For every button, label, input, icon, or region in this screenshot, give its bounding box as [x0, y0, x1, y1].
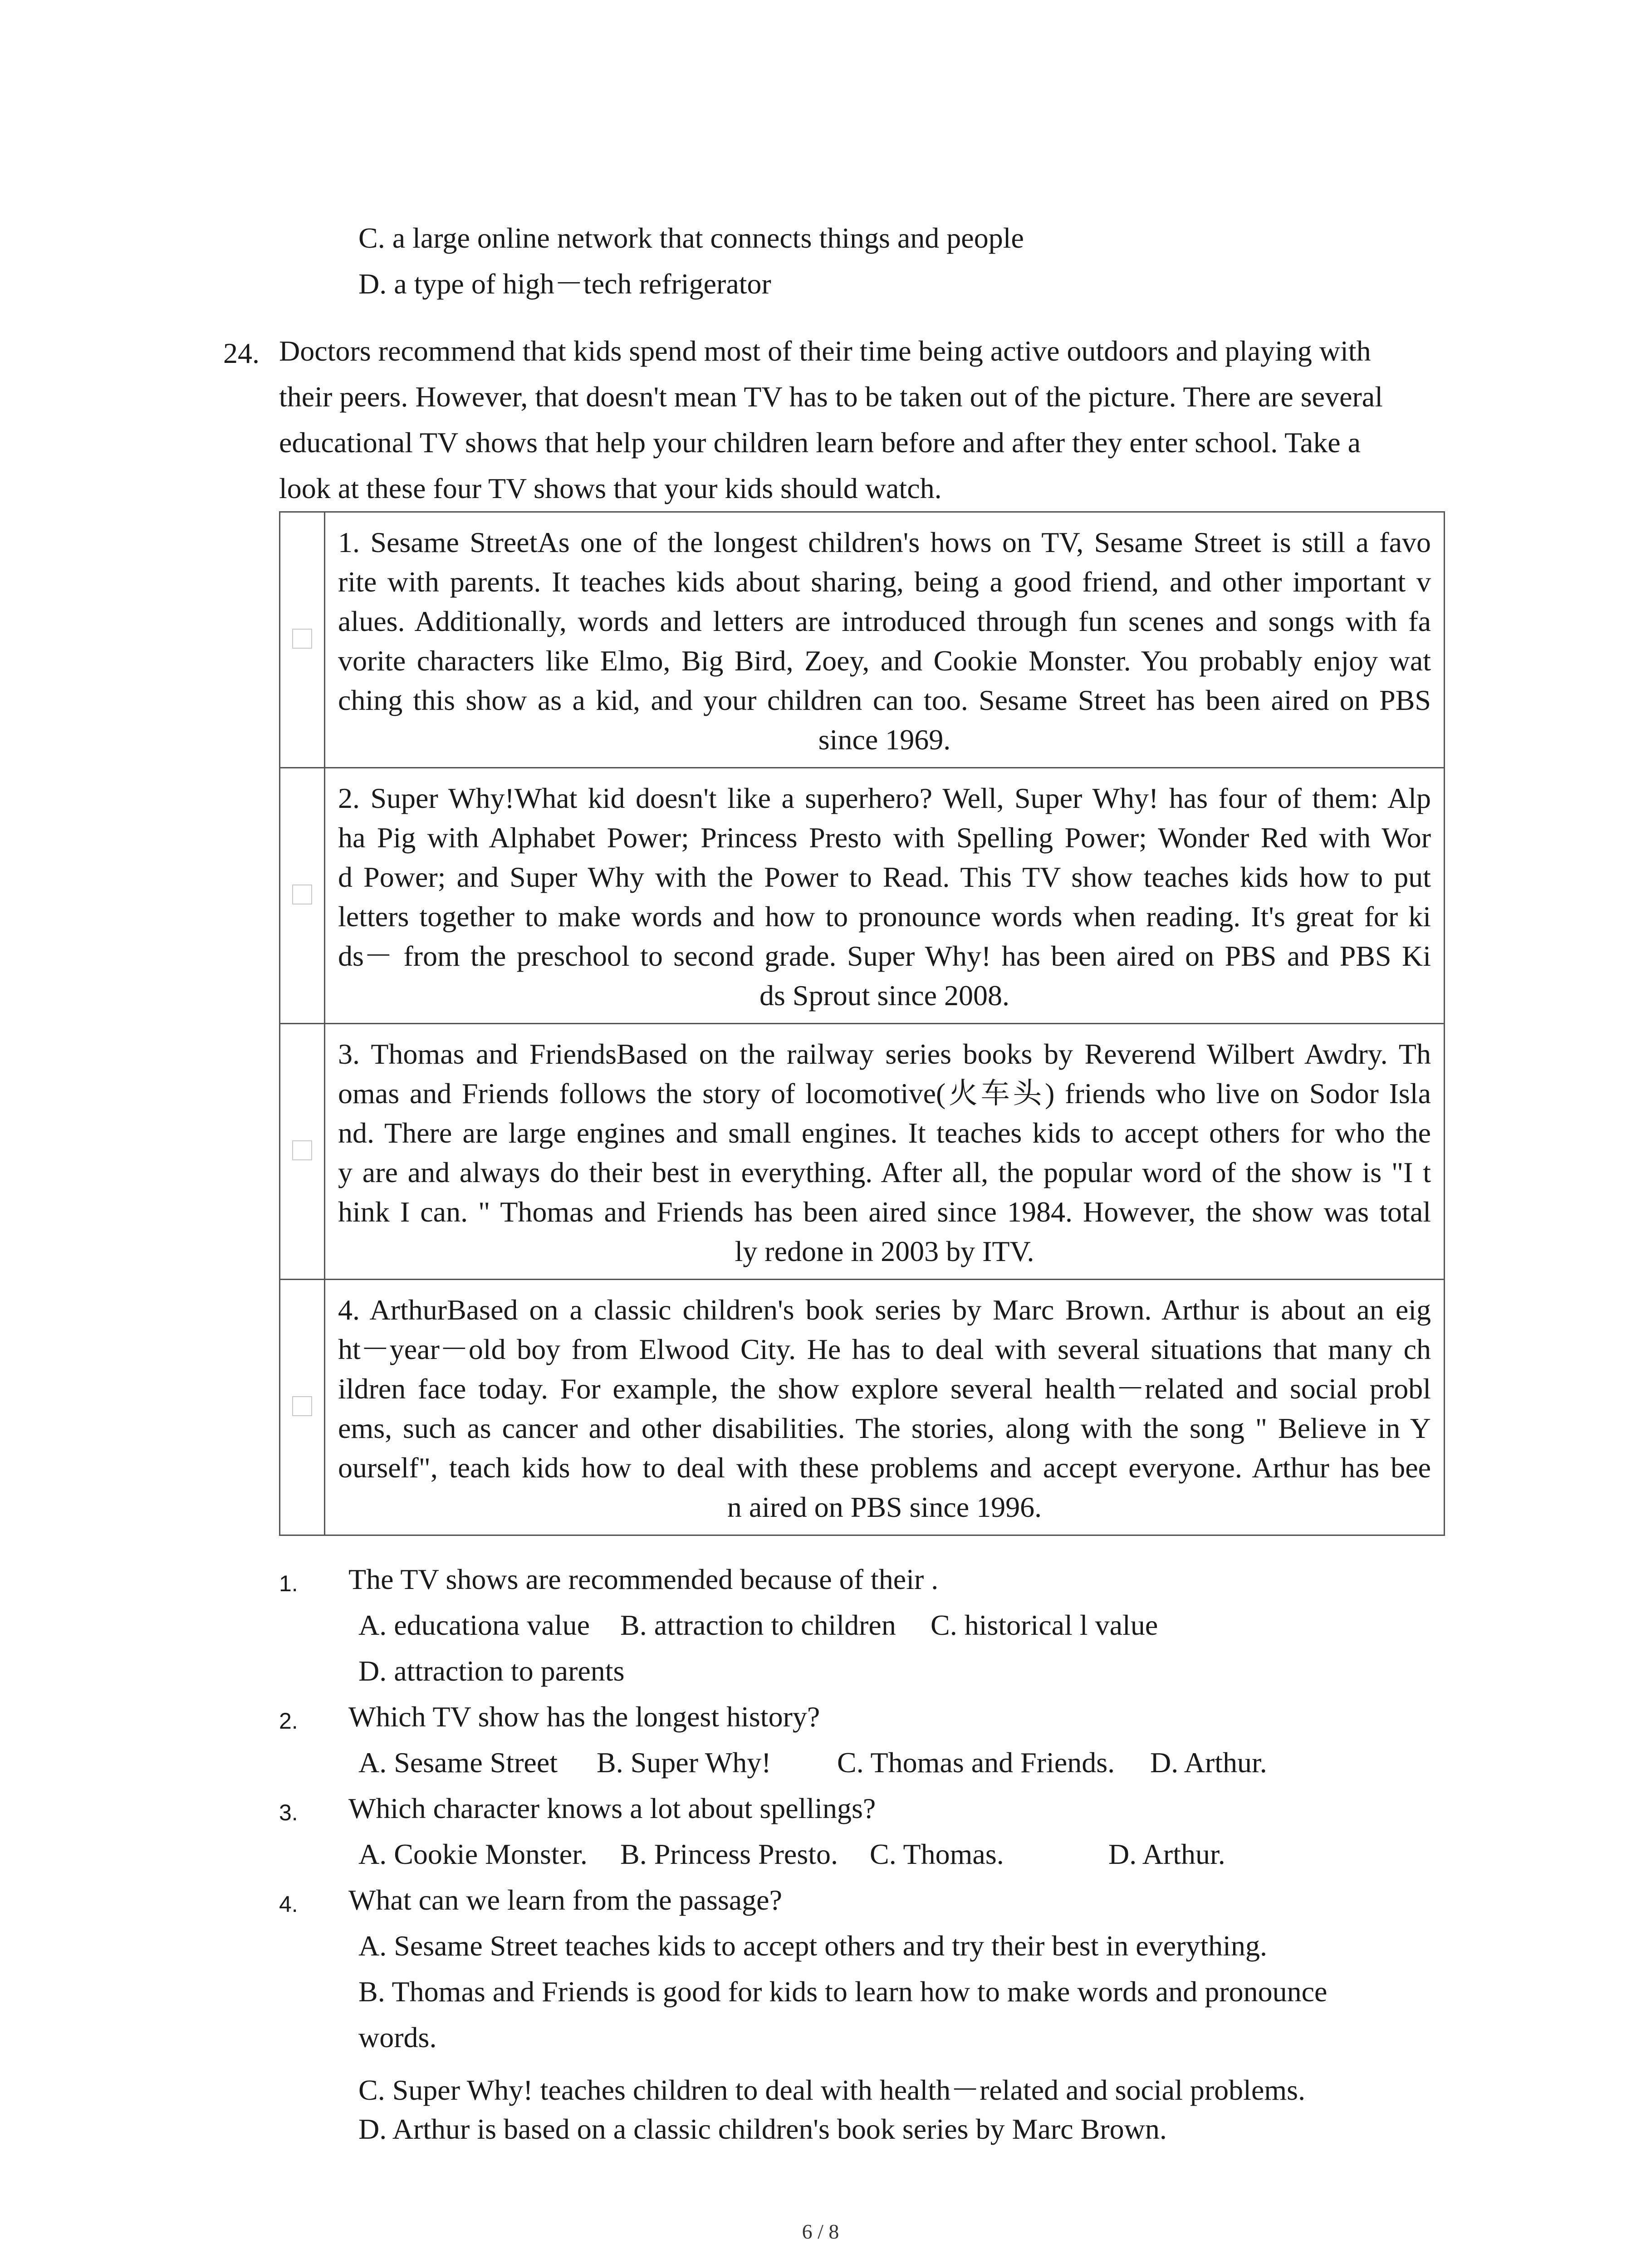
- text-line: ht－year－old boy from Elwood City. He has to deal with several situations that many ch: [338, 1333, 1431, 1365]
- sub-question-text: What can we learn from the passage?: [348, 1884, 782, 1916]
- option-b[interactable]: B. Super Why!: [597, 1746, 771, 1779]
- text-line: alues. Additionally, words and letters are introduced through fun scenes and songs with fa: [338, 605, 1431, 637]
- checkbox-icon[interactable]: [292, 1396, 312, 1416]
- show-description: [325, 768, 1445, 1024]
- option-c[interactable]: C. Thomas and Friends.: [837, 1746, 1115, 1779]
- text-line: ds－ from the preschool to second grade. Super Why! has been aired on PBS and PBS Ki: [338, 940, 1431, 972]
- table-row: [280, 512, 1445, 768]
- text-line: ourself", teach kids how to deal with these problems and accept everyone. Arthur has bee: [338, 1452, 1431, 1484]
- option-d: D. a type of high－tech refrigerator: [358, 268, 771, 300]
- option-b[interactable]: B. Thomas and Friends is good for kids to learn how to make words and pronounce: [358, 1975, 1327, 2008]
- page-number: 6 / 8: [802, 2220, 839, 2243]
- show-description: [325, 1280, 1445, 1535]
- option-a[interactable]: A. Sesame Street: [358, 1746, 558, 1779]
- question-number: 24.: [223, 337, 260, 369]
- option-c[interactable]: C. historical l value: [931, 1609, 1158, 1641]
- text-line: d Power; and Super Why with the Power to Read. This TV show teaches kids how to put: [338, 861, 1431, 893]
- text-line: vorite characters like Elmo, Big Bird, Zoey, and Cookie Monster. You probably enjoy wat: [338, 645, 1431, 677]
- tv-shows-table: [279, 511, 1445, 1536]
- table-row: [280, 768, 1445, 1024]
- text-line: 3. Thomas and FriendsBased on the railway series books by Reverend Wilbert Awdry. Th: [338, 1038, 1431, 1070]
- checkbox-icon[interactable]: [292, 885, 312, 904]
- sub-question-text: Which TV show has the longest history?: [348, 1701, 820, 1733]
- option-b[interactable]: B. attraction to children: [620, 1609, 896, 1641]
- checkbox-cell[interactable]: [280, 1280, 325, 1535]
- sub-question-text: The TV shows are recommended because of their .: [348, 1563, 939, 1595]
- option-c[interactable]: C. Thomas.: [870, 1838, 1004, 1870]
- text-line: ha Pig with Alphabet Power; Princess Presto with Spelling Power; Wonder Red with Wor: [338, 821, 1431, 854]
- option-d[interactable]: D. Arthur is based on a classic children's book series by Marc Brown.: [358, 2113, 1167, 2145]
- text-line: ems, such as cancer and other disabilities. The stories, along with the song " Believe in Y: [338, 1412, 1431, 1444]
- intro-line: Doctors recommend that kids spend most of their time being active outdoors and playing with: [279, 335, 1371, 367]
- intro-line: educational TV shows that help your children learn before and after they enter school. Take a: [279, 426, 1361, 459]
- table-row: [280, 1024, 1445, 1280]
- text-line: rite with parents. It teaches kids about sharing, being a good friend, and other important v: [338, 566, 1431, 598]
- text-line: y are and always do their best in everything. After all, the popular word of the show is "I t: [338, 1156, 1431, 1188]
- sub-question-number: 4.: [279, 1892, 298, 1917]
- text-line: since 1969.: [818, 723, 951, 756]
- text-line: 2. Super Why!What kid doesn't like a superhero? Well, Super Why! has four of them: Alp: [338, 782, 1431, 814]
- option-a[interactable]: A. educationa value: [358, 1609, 590, 1641]
- show-description: [325, 1024, 1445, 1280]
- text-line: ds Sprout since 2008.: [759, 979, 1010, 1012]
- option-d[interactable]: D. attraction to parents: [358, 1655, 625, 1687]
- table-row: [280, 1280, 1445, 1535]
- option-c[interactable]: C. Super Why! teaches children to deal with health－related and social problems.: [358, 2074, 1306, 2106]
- sub-question-number: 1.: [279, 1571, 298, 1596]
- text-line: 1. Sesame StreetAs one of the longest children's hows on TV, Sesame Street is still a favo: [338, 526, 1431, 558]
- text-line: omas and Friends follows the story of locomotive(火车头) friends who live on Sodor Isla: [338, 1077, 1431, 1110]
- checkbox-cell[interactable]: [280, 768, 325, 1024]
- checkbox-icon[interactable]: [292, 629, 312, 649]
- sub-question-number: 2.: [279, 1708, 298, 1734]
- show-description: [325, 512, 1445, 768]
- sub-question-text: Which character knows a lot about spellings?: [348, 1792, 876, 1824]
- text-line: 4. ArthurBased on a classic children's book series by Marc Brown. Arthur is about an eig: [338, 1294, 1431, 1326]
- text-line: ildren face today. For example, the show explore several health－related and social probl: [338, 1373, 1431, 1405]
- text-line: ly redone in 2003 by ITV.: [735, 1235, 1034, 1267]
- option-a[interactable]: A. Sesame Street teaches kids to accept others and try their best in everything.: [358, 1930, 1267, 1962]
- text-line: nd. There are large engines and small engines. It teaches kids to accept others for who the: [338, 1117, 1431, 1149]
- checkbox-icon[interactable]: [292, 1140, 312, 1160]
- checkbox-cell[interactable]: [280, 512, 325, 768]
- text-line: ching this show as a kid, and your children can too. Sesame Street has been aired on PBS: [338, 684, 1431, 716]
- option-b-continued: words.: [358, 2021, 437, 2053]
- option-d[interactable]: D. Arthur.: [1108, 1838, 1225, 1870]
- sub-question-number: 3.: [279, 1800, 298, 1825]
- text-line: hink I can. " Thomas and Friends has been aired since 1984. However, the show was total: [338, 1196, 1431, 1228]
- option-a[interactable]: A. Cookie Monster.: [358, 1838, 588, 1870]
- option-b[interactable]: B. Princess Presto.: [620, 1838, 838, 1870]
- option-c: C. a large online network that connects things and people: [358, 222, 1024, 254]
- intro-line: their peers. However, that doesn't mean TV has to be taken out of the picture. There are several: [279, 381, 1383, 413]
- option-d[interactable]: D. Arthur.: [1150, 1746, 1267, 1779]
- checkbox-cell[interactable]: [280, 1024, 325, 1280]
- text-line: n aired on PBS since 1996.: [727, 1491, 1042, 1523]
- text-line: letters together to make words and how to pronounce words when reading. It's great for ki: [338, 900, 1431, 933]
- intro-line: look at these four TV shows that your kids should watch.: [279, 472, 942, 504]
